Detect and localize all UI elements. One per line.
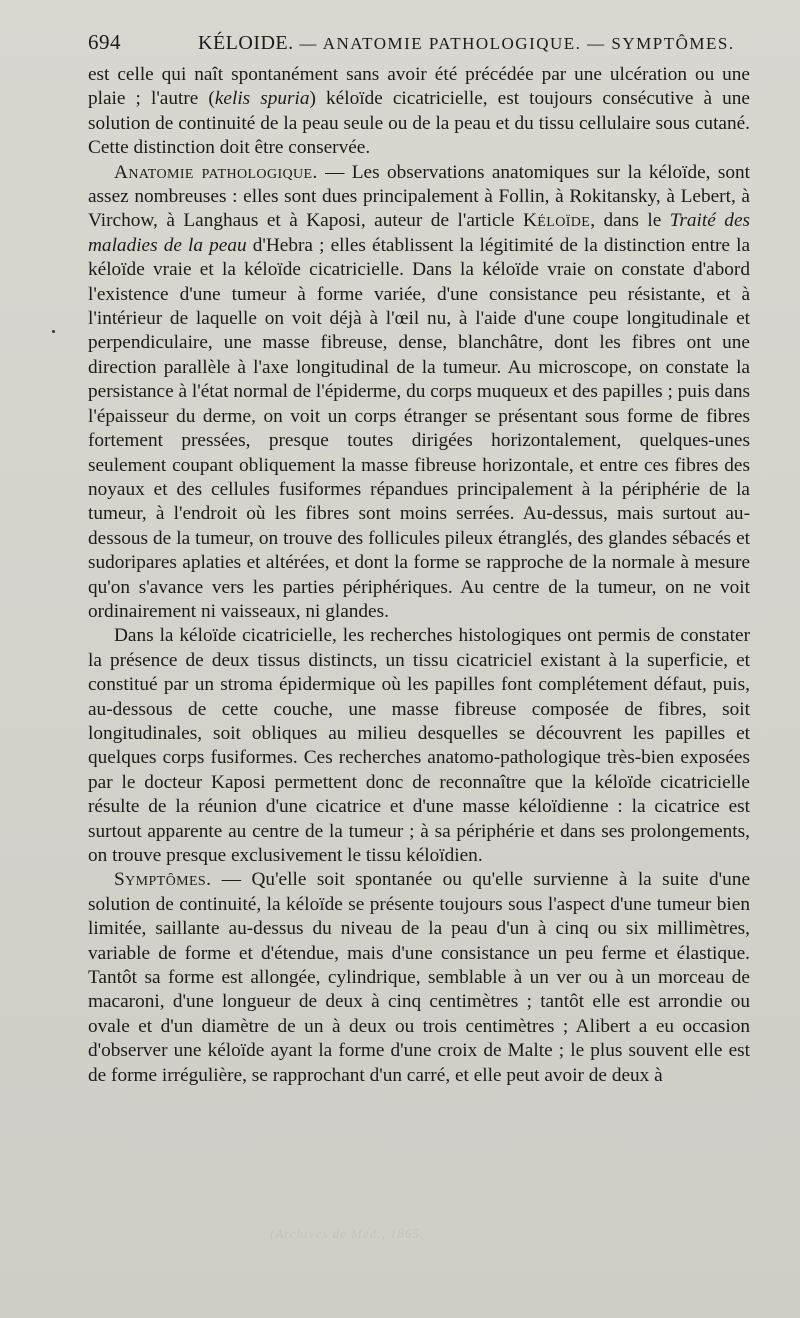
section-heading-symptomes: Symptômes.: [114, 869, 212, 891]
paragraph-anatomie-text-a: — Les observations anatomiques sur la kéloïde, sont assez nombreuses : elles sont dues principalement à Follin, à Rokitansky, à Lebert, à Virchow, à Langhaus et à Kaposi, auteur de l'article: [88, 161, 750, 232]
paragraph-anatomie-text-b: , dans le: [590, 210, 670, 232]
page-number: 694: [88, 30, 121, 54]
body-text: [88, 63, 750, 1088]
book-title-italic: Traité des maladies de la peau: [88, 210, 751, 256]
article-title-keloide: Kéloïde: [522, 210, 591, 232]
paragraph-anatomie: [88, 161, 750, 625]
paragraph-intro-text-a: est celle qui naît spontanément sans avoir été précédée par une ulcération ou une plaie ; l'autre (: [88, 64, 750, 110]
paragraph-intro-text-b: ) kéloïde cicatricielle, est toujours consécutive à une solution de continuité de la peau seule ou de la peau et du tissu cellulaire sous cutané. Cette distinction doit être conservée.: [88, 88, 750, 159]
margin-speck: [52, 330, 55, 333]
paragraph-symptomes-text: — Qu'elle soit spontanée ou qu'elle survienne à la suite d'une solution de continuité, la kéloïde se présente toujours sous l'aspect d'une tumeur bien limitée, saillante au-dessus du niveau de la peau d'un à cinq ou six millimètres, variable de forme et d'étendue, mais d'une consistance un peu ferme et élastique. Tantôt sa forme est allongée, cylindrique, semblable à un ver ou à un morceau de macaroni, d'une longueur de deux à cinq centimètres ; tantôt elle est arrondie ou ovale et d'un diamètre de un à deux ou trois centimètres ; Alibert a eu occasion d'observer une kéloïde ayant la forme d'une croix de Malte ; le plus souvent elle est de forme irrégulière, se rapprochant d'un carré, et elle peut avoir de deux à: [88, 869, 750, 1086]
running-title-main: KÉLOIDE.: [198, 32, 294, 54]
running-title: [198, 32, 735, 55]
show-through-text: (Archives de Méd., 1865.: [270, 1226, 425, 1241]
paragraph-intro-italic: kelis spuria: [214, 88, 310, 110]
paragraph-intro: [88, 63, 750, 161]
paragraph-anatomie-text-c: d'Hebra ; elles établissent la légitimité de la distinction entre la kéloïde vraie et la kéloïde cicatricielle. Dans la kéloïde vraie on constate d'abord l'existence d'une tumeur à forme variée, d'une consistance peu résistante, et à l'intérieur de laquelle on voit déjà à l'œil nu, à l'aide d'une coupe longitudinale et perpendiculaire, une masse fibreuse, dense, blanchâtre, dont les fibres ont une direction parallèle à l'axe longitudinal de la tumeur. Au microscope, on constate la persistance à l'état normal de l'épiderme, du corps muqueux et des papilles ; puis dans l'épaisseur du derme, on voit un corps étranger se présentant sous forme de fibres fortement pressées, presque toutes dirigées horizontalement, quelques-unes seulement coupant obliquement la masse fibreuse horizontale, et entre ces fibres des noyaux et des cellules fusiformes répandues principalement à la périphérie de la tumeur, à l'endroit où les fibres sont moins serrées. Au-dessus, mais surtout au-dessous de la tumeur, on trouve des follicules pileux étranglés, des glandes sébacés et sudoripares aplaties et altérées, et dont la forme se rapproche de la normale à mesure qu'on s'avance vers les parties périphériques. Au centre de la tumeur, on ne voit ordinairement ni vaisseaux, ni glandes.: [88, 234, 750, 622]
running-header: [88, 30, 778, 56]
paragraph-keloide-cicatricielle: Dans la kéloïde cicatricielle, les recherches histologiques ont permis de constater la présence de deux tissus distincts, un tissu cicatriciel existant à la superficie, et constitué par un stroma épidermique où les papilles font complétement défaut, puis, au-dessous de cette couche, une masse fibreuse composée de fibres, soit longitudinales, soit obliques au milieu desquelles se découvrent les papilles et quelques corps fusiformes. Ces recherches anatomo-pathologique très-bien exposées par le docteur Kaposi permettent donc de reconnaître que la kéloïde cicatricielle résulte de la réunion d'une cicatrice et d'une masse kéloïdienne : la cicatrice est surtout apparente au centre de la tumeur ; à sa périphérie et dans ses prolongements, on trouve presque exclusivement le tissu kéloïdien.: [88, 625, 750, 866]
paragraph-symptomes: [88, 868, 750, 1088]
running-title-sections: — ANATOMIE PATHOLOGIQUE. — SYMPTÔMES.: [299, 34, 735, 53]
section-heading-anatomie: Anatomie pathologique.: [114, 161, 318, 183]
